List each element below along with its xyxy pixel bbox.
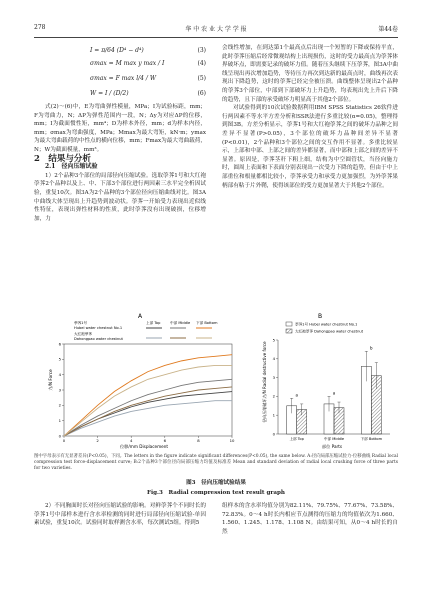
- legend-hub1-en: Hubei water chestnut No.1: [74, 326, 123, 330]
- subsection-heading: 2.1 径向压缩试验: [45, 163, 98, 171]
- panel-a-xtick-label: 0: [62, 438, 66, 443]
- category-label: 上部 Top: [289, 437, 304, 441]
- legend-b-swatch-1: [286, 322, 292, 326]
- significance-letter: a: [295, 392, 298, 398]
- panel-a-xtick-label: 2: [96, 438, 99, 443]
- panel-b: [273, 337, 390, 441]
- panel-b-ytick-label: 2: [272, 393, 275, 399]
- paragraph-cont: 会线性增加，在到达第1个最高点后出现一个短暂的下降或保持平直，此时荸荠压缩后经常微观结构上出现损伤，这时的受力最高点为荸荠体界破坏点，即需要记录的破坏力值。随着压头继续下压荸荠，图3A中曲线呈现出再次增加趋势，等待压力再次到达新的最高点时，曲线再次表现出下降趋势，这时的荸荠已经完全被压溃。曲线整体呈现出2个品种的荸荠3个部位，中部到下部破坏力上升趋势，均表现出先上升后下降的趋势，且下部的承受破坏力明显高于其他2个部位。: [222, 45, 398, 103]
- equation-3: I = π/64 (D⁴ − d⁴) (3): [90, 47, 206, 54]
- panel-b-xlabel: 部位 Parts: [321, 444, 343, 449]
- series-line-4: [64, 401, 232, 436]
- panel-a-ytick-label: 4: [58, 371, 61, 377]
- series-line-2: [64, 379, 232, 436]
- panel-a-xtick-label: 10: [229, 438, 235, 443]
- panel-a-frame: [64, 344, 232, 436]
- legend-b-s1: 荸荠1号 Hubei water chestnut No.1: [295, 322, 358, 327]
- panel-b-ytick-label: 4: [272, 356, 275, 362]
- legend-b-s2: 大红袍荸荠 Dahongpao water chestnut: [295, 329, 364, 334]
- legend-b-swatch-2: [286, 329, 292, 333]
- panel-a: [59, 341, 235, 443]
- panel-b-ytick-label: 0: [272, 431, 275, 437]
- panel-a-ytick-label: 3: [58, 387, 61, 393]
- equation-6: W = I / (D/2) (6): [90, 90, 206, 97]
- figure-3-svg: [34, 310, 398, 450]
- legend-a: [74, 320, 218, 341]
- panel-b-ytick-label: 1: [272, 412, 275, 418]
- panel-a-ytick-label: 5: [58, 356, 61, 362]
- panel-a-ytick-label: 1: [58, 417, 61, 423]
- series-line-1: [64, 392, 232, 436]
- panel-a-xtick-label: 6: [163, 438, 167, 443]
- bottom-left-paragraph: 2）不同胸面时长对径向压缩试验的影响。对鲜荸荠个不同时长的荸荠1号中部样本进行含水率检测的同时进行局部径向压缩试验-单因素试验，重复10次。试验同时取样测含水率，每次测试5组。得到5: [34, 503, 206, 527]
- panel-b-ylabel: 径向压缩破坏力/N Radial destructive force: [262, 341, 267, 423]
- panel-a-ylabel: 力/N Force: [48, 369, 53, 391]
- equation-5: σmax = F max l/4 / W (5): [90, 75, 206, 82]
- panel-a-xlabel: 位移/mm Displacement: [119, 444, 169, 449]
- panel-a-ytick-label: 0: [58, 433, 61, 439]
- journal-title: 华 中 农 业 大 学 学 报: [185, 26, 247, 33]
- header-rule: [34, 37, 398, 38]
- significance-letter: a: [332, 390, 336, 396]
- figure-title-zh: 图3 径向压缩试验结果: [186, 480, 246, 486]
- paragraph-stats: 对试验得到的10次试验数据利用IBM SPSS Statistics 26软件进行两因素不等水平方差分析和SSR法进行多重比较(α=0.05)，整理得到图3B。方差分析显示，荸荠1号和大红袍荸荠之间的破坏力品种之间差异不显著(P>0.05)，3个部位的破坏力品种间差异不显著(P<0.01)，2个品种和3个部位之间的交互作用不显著。多重比较显示，上部和中部、上部之间的差异都显著，而中部和上部之间的差异不显著。原因是，荸荠茎秆下粗上细，结构为中空圆管状，当径向施力时，圆周上表面和下表面分别表现出一次受力下降的趋势，但由于中上部重位和根量都相比较小，荸荠承受力和承受力更加强烈，为外荸荠果柄部有粘于片外鞘，使得该部位的受力更加显著大于其他2个部位。: [222, 105, 398, 189]
- volume-label: 第44卷: [378, 26, 398, 33]
- legend-hub1: 荸荠1号: [74, 321, 88, 325]
- panel-a-xtick-label: 4: [129, 438, 133, 443]
- panel-a-ytick-label: 6: [58, 341, 61, 347]
- page-number: 278: [34, 24, 46, 31]
- legend-middle: 中部 Middle: [170, 321, 191, 325]
- legend-bottom: 下部 Bottom: [196, 321, 218, 325]
- panel-a-label: A: [137, 313, 143, 320]
- page-header: [34, 24, 398, 36]
- significance-letter: b: [370, 345, 373, 351]
- panel-b-label: B: [317, 313, 323, 320]
- panel-a-ytick-label: 2: [58, 402, 61, 408]
- panel-a-xtick-label: 8: [197, 438, 200, 443]
- figure-3: [34, 310, 398, 450]
- category-label: 中部 Middle: [323, 437, 345, 441]
- category-label: 下部 Bottom: [360, 437, 383, 441]
- panel-b-ytick-label: 3: [272, 374, 275, 380]
- figure-caption: 图中字母表示有无显著差异(P<0.05)，下同。The letters in the figure indicate significant differences(P<0.05), the same below. A:径向局部压缩试验力-位移曲线 Radial local compression test force-displacement curve; B:2个品种3个部位径向局部压缩力均值及标准差 Mean and standard deviation of radial local crushing force of three parts for two varieties.: [34, 454, 398, 471]
- figure-title-en: Fig.3 Radial compression test result graph: [147, 490, 285, 496]
- legend-b: [286, 322, 364, 334]
- left-column: [34, 44, 206, 223]
- legend-dhp: 大红袍荸荠: [74, 332, 92, 336]
- right-column: [222, 44, 398, 190]
- legend-top: 上部 Top: [146, 321, 161, 325]
- bottom-right-paragraph: 组样本的含水率均值分别为82.11%、79.75%、77.67%、73.58%、72.83%。0～4 h时长内相应节点测得的压缩力的均值依次为1.660、1.560、1.245、1.178、1.108 N。由结果可知，从0～4 h时长的自然: [222, 503, 398, 535]
- paragraph-2-1: 1）2个品种3个部位的局部径向压缩试验。选取荸荠1号和大红袍荸荠2个品种以及上、中、下部3个部位进行两因素三水平完全析因试验，重复10次。图3A为2个品种的3个部位径向压缩曲线对比。图3A中曲线大体呈现出上升趋势到波动状。荸荠一开始受力表现出近似线性特征，表现出弹性材料的性质，此时荸荠没有出现破损，位移增加，力: [34, 172, 206, 222]
- legend-dhp-en: Dahongpao water chestnut: [74, 337, 123, 341]
- formula-description: 式(2)～(6)中，E为弯曲弹性模量，MPa；I为试验标距，mm；F为弯曲力，N；ΔP为弹性范围内一段，N；Δy为对应ΔP的位移，mm；I为截面惯性矩，mm⁴；D为样本外径，mm；d为样本内径，mm；σmax为弯曲强度，MPa；Mmax为最大弯矩，kN·m；ymax为最大弯曲载荷的中性点的横向位移，mm；Fmax为最大弯曲载荷，N；W为截面模量，mm³。: [34, 104, 206, 153]
- panel-b-ytick-label: 5: [272, 337, 275, 343]
- equation-4: σmax = M max y max / I (4): [90, 60, 206, 67]
- section-heading: 2 结果与分析: [34, 153, 91, 164]
- series-line-3: [64, 355, 232, 436]
